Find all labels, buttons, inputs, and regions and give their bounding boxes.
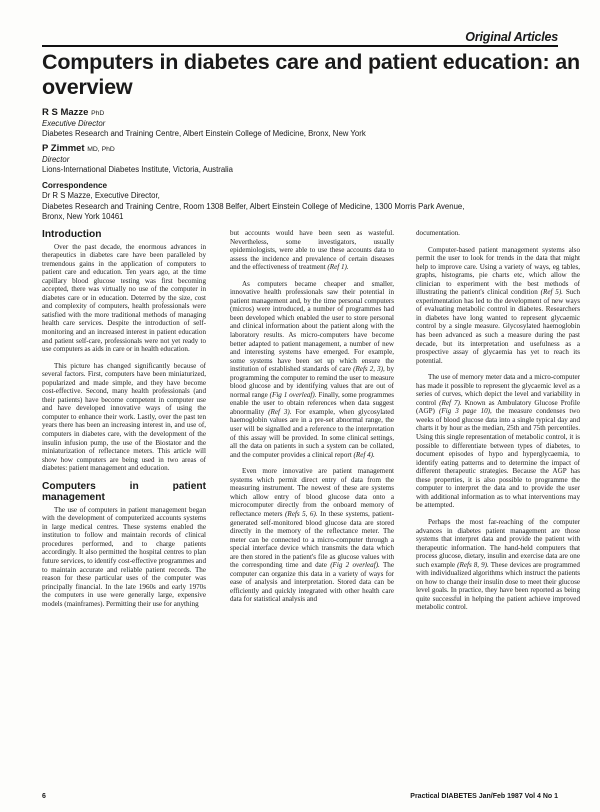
author-role: Director (42, 154, 70, 164)
paragraph: This picture has changed significantly because of several factors. First, computers have been miniaturized, popularized and made simple, and they have become cost-effective. Second, many health professionals (and their patients) have become competent in computer use and have developed innovative ways of using the computer to enhance their work. Lastly, over the past ten years there has been an increasing interest in, and use of, computers in diabetes care, with the development of the insulin infusion pump, the use of the Biostator and the miniaturization of reflectance meters. This article will show how computers are being used in two areas of diabetes: patient management and education. (42, 361, 206, 473)
author-1 (42, 108, 582, 140)
reference: (Ref 4). (353, 450, 375, 459)
section-heading: Introduction (42, 229, 102, 240)
reference: (Fig 1 overleaf). (269, 390, 317, 399)
reference: (Refs 5, 6). (285, 509, 318, 518)
paragraph: Even more innovative are patient management systems which permit direct entry of data from the measuring instrument. The newest of these are systems which allow entry of blood glucose data onto a microcomputer directly from the onboard memory of reflectance meters (Refs 5, 6). In these systems, patient-generated self-monitored blood glucose data are stored directly in the memory of the reflectance meter. The meter can be connected to a micro-computer through a special interface device which transmits the data which are then stored in the patient's file as glucose values with the corresponding time and date (Fig 2 overleaf). The computer can organize this data in a variety of ways for ease of analysis and interpretation. Stored data can be efficiently and quickly integrated with other health care data for statistical analysis and (230, 467, 394, 604)
article-title: Computers in diabetes care and patient education: an overview (42, 50, 580, 99)
author-role: Executive Director (42, 119, 106, 129)
paragraph: The use of memory meter data and a micro-computer has made it possible to represent the glycaemic level as a series of curves, which depict the level and variability in control (Ref 7). Known as Ambulatory Glucose Profile (AGP) (Fig 3 page 10), the measure condenses two weeks of blood glucose data into a single typical day and charts it by hour as the median, 25th and 75th percentiles. Using this single representation of metabolic control, it is possible to differentiate between types of diabetes, to document episodes of hypo and hyperglycaemia, to identify eating patterns and to determine the impact of different therapeutic strategies. Because the AGP has these properties, it is also possible to programme the computer to interpret the data and to provide the user with additional information as to what interventions may be attempted. (416, 373, 580, 510)
paragraph: Perhaps the most far-reaching of the computer advances in diabetes patient management are those systems that interpret data and provide the patient with therapeutic information. The hand-held computers that process glucose, dietary, insulin and exercise data are one such example (Refs 8, 9). These devices are programmed with individualized algorithms which instruct the patients on how to change their insulin dose to meet their glucose level goals. In practice, they have been reported as being quite successful in helping the patient achieve improved metabolic control. (416, 517, 580, 612)
reference: (Ref 3). (268, 407, 292, 416)
correspondence-line: Dr R S Mazze, Executive Director, (42, 191, 160, 201)
page-number: 6 (42, 793, 46, 800)
correspondence-line: Diabetes Research and Training Centre, Room 1308 Belfer, Albert Einstein College of Medicine, 1300 Morris Park Avenue, (42, 201, 465, 211)
text-column-2 (230, 229, 394, 612)
author-affiliation: Diabetes Research and Training Centre, Albert Einstein College of Medicine, Bronx, New York (42, 129, 366, 139)
paragraph: The use of computers in patient management began with the development of computerized accounts systems in large medical centres. These systems enabled the institution to follow and maintain records of clinical procedures performed, and to charge patients accordingly. It also permitted the hospital centres to plan future services, to identify cost-effective programmes and to maintain accurate and reliable patient records. The reason for these particular uses of the computer was principally financial. In the late 1960s and early 1970s the computers in use were generally large, expensive models (mainframes). Permitting their use for anything (42, 505, 206, 608)
reference: (Refs 8, 9). (457, 560, 489, 569)
journal-citation: Practical DIABETES Jan/Feb 1987 Vol 4 No 1 (410, 793, 558, 800)
author-2 (42, 144, 582, 176)
header-rule (42, 45, 558, 47)
correspondence-heading: Correspondence (42, 181, 108, 191)
reference: (Fig 3 page 10), (438, 407, 492, 416)
text-column-1 (42, 229, 206, 616)
author-degree: PhD (91, 110, 105, 117)
paragraph: As computers became cheaper and smaller, innovative health professionals saw their potential in patient management and, by the time personal computers (micros) were introduced, a number of programmes had been developed which enabled the user to store personal and clinical information about the patient along with the laboratory results. As micro-computers have become better adapted to patient management, a number of new and interesting systems have emerged. For example, some systems have been set up which ensure the institution of established standards of care (Refs 2, 3), by programming the computer to remind the user to measure blood glucose and by identifying values that are out of normal range (Fig 1 overleaf). Finally, some programmes enable the user to obtain references when data suggest abnormality (Ref 3). For example, when glycosylated haemoglobin values are in a pre-set abnormal range, the user will be signalled and a reference to the interpretation of this assay will be provided. In some clinical settings, all the data on patients in such a system can be collated, and the computer provides a clinical report (Ref 4). (230, 279, 395, 459)
reference: (Refs 2, 3), (353, 365, 385, 374)
text-column-3 (416, 229, 580, 620)
paragraph: documentation. (416, 229, 460, 237)
section-heading: Computers in patient management (42, 480, 206, 504)
section-label: Original Articles (465, 30, 558, 44)
reference: (Ref 7). (439, 398, 462, 407)
author-block (42, 108, 582, 222)
author-affiliation: Lions-International Diabetes Institute, Victoria, Australia (42, 165, 233, 175)
paragraph: Computer-based patient management systems also permit the user to look for trends in the data that might help to improve care. Using a variety of ways, eg tables, graphs, histograms, pie charts etc, which allow the clinician to experiment with the best methods of illustrating the patient's clinical condition (Ref 5). Such experimentation has led to the development of new ways of evaluating metabolic control in diabetes. Researchers in diabetes have long wanted to represent glycaemic control by a single measure. Glycosylated haemoglobin has been advanced as such a measure during the past decade, but its interpretation and usefulness as a prospective assay of glycaemia has yet to reach its potential. (416, 245, 580, 365)
author-name: R S Mazze (42, 107, 89, 118)
correspondence-line: Bronx, New York 10461 (42, 211, 124, 221)
reference: (Ref 1). (327, 263, 349, 272)
author-name: P Zimmet (42, 142, 85, 154)
reference: (Ref 5). (540, 288, 563, 297)
author-degree: MD, PhD (87, 145, 115, 153)
paragraph: Over the past decade, the enormous advances in therapeutics in diabetes care have been paralleled by tremendous gains in the application of computers to patient care and education. Ten years ago, at the time capillary blood glucose testing was first becoming accepted, there was virtually no use of the computer in diabetes care or in education. Deterred by the size, cost and complexity of computers, health professionals were satisfied with the more traditional methods of managing health care services. Despite the introduction of self-monitoring and an increased interest in patient education and patient self-care, professionals were not yet ready to use computers as aids in care or in health education. (42, 242, 206, 354)
paragraph: but accounts would have been seen as wasteful. Nevertheless, some investigators, usually epidemiologists, were able to use these accounts data to assess the incidence and prevalence of certain diseases and the effectiveness of treatment (Ref 1). (230, 229, 394, 272)
reference: (Fig 2 overleaf). (330, 561, 380, 570)
